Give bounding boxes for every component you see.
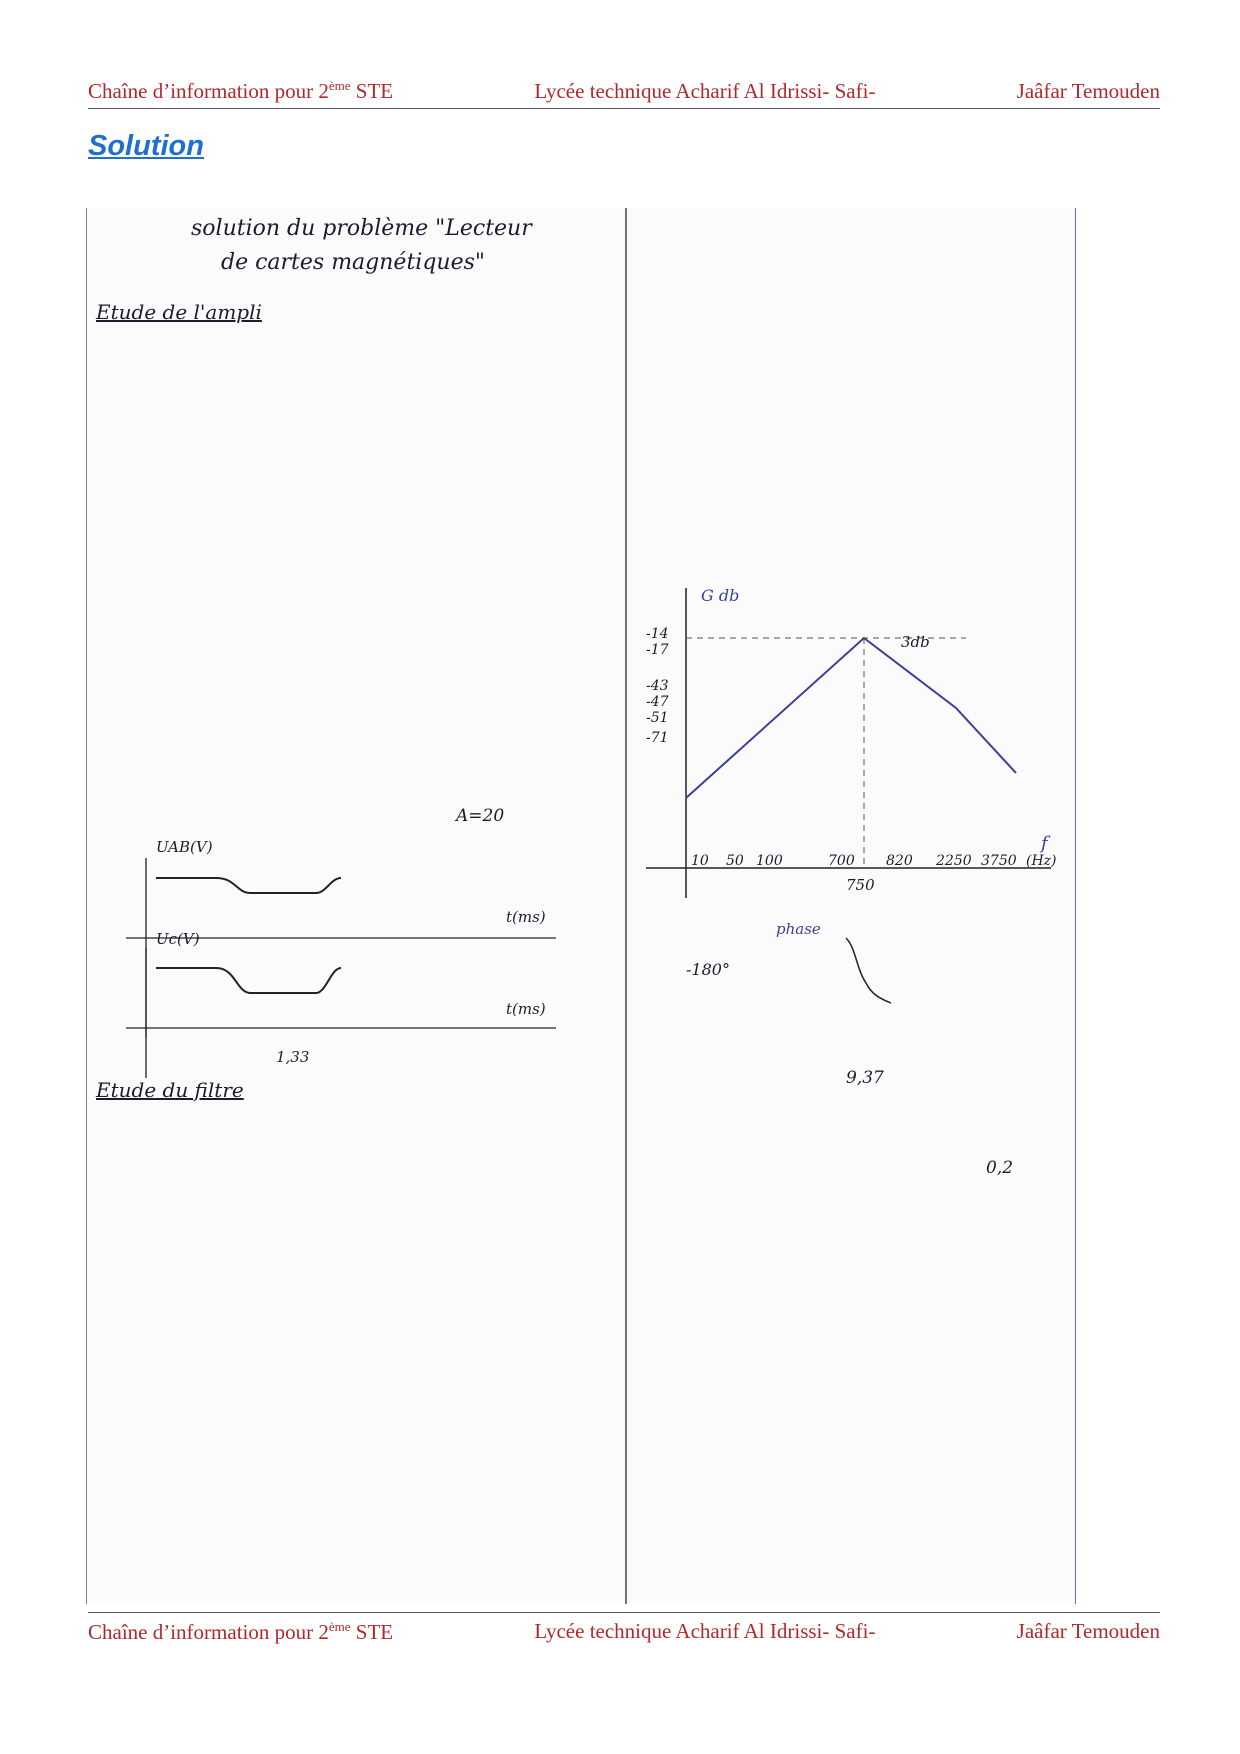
bode-x-tick: 2250	[936, 853, 972, 869]
section-ampli: Etude de l'ampli	[96, 300, 262, 324]
section-filtre: Etude du filtre	[96, 1078, 244, 1102]
header-school: Lycée technique Acharif Al Idrissi- Safi-	[534, 79, 876, 103]
bode-axis-x-label: f	[1041, 833, 1048, 854]
result-A0: 0,2	[986, 1158, 1014, 1178]
footer-course: Chaîne d’information pour 2ème STE	[88, 1619, 394, 1644]
bode-curve	[686, 638, 1016, 798]
footer-author: Jaâfar Temouden	[1016, 1619, 1160, 1643]
plot-time-mark: 1,33	[276, 1048, 310, 1066]
bode-3db-note: 3db	[901, 633, 930, 651]
result-quality-Q: 9,37	[846, 1068, 884, 1088]
handwritten-solution-sheet	[86, 208, 1076, 1604]
bode-x-tick: 10	[691, 853, 709, 869]
bode-y-tick: -17	[646, 642, 669, 658]
sheet-heading-line1: solution du problème "Lecteur	[191, 216, 532, 241]
plot1-curve	[156, 878, 341, 893]
bode-center-frequency: 750	[846, 876, 875, 894]
plot2-curve	[156, 968, 341, 993]
page-footer	[88, 1612, 1160, 1653]
bode-x-tick: (Hz)	[1026, 853, 1057, 869]
bode-x-tick: 50	[726, 853, 744, 869]
bode-y-tick: -14	[646, 626, 669, 642]
bode-x-tick: 100	[756, 853, 783, 869]
page-title: Solution	[88, 130, 204, 162]
bode-x-tick: 3750	[981, 853, 1017, 869]
plot2-x-label: t(ms)	[506, 1000, 546, 1018]
result-gain-A: A=20	[456, 806, 505, 826]
bode-y-tick: -43	[646, 678, 669, 694]
footer-school: Lycée technique Acharif Al Idrissi- Safi-	[534, 1619, 876, 1643]
plot1-x-label: t(ms)	[506, 908, 546, 926]
bode-y-tick: -47	[646, 694, 669, 710]
header-author: Jaâfar Temouden	[1016, 79, 1160, 103]
sheet-drawing	[86, 208, 1076, 1604]
bode-y-tick: -51	[646, 710, 669, 726]
phase-curve	[846, 938, 891, 1003]
sheet-heading-line2: de cartes magnétiques"	[221, 250, 485, 275]
plot1-y-label: UAB(V)	[156, 838, 213, 856]
bode-axis-y-label: G db	[701, 586, 740, 605]
phase-value: -180°	[686, 960, 730, 979]
phase-label: phase	[776, 920, 821, 938]
bode-x-tick: 820	[886, 853, 913, 869]
bode-y-tick: -71	[646, 730, 669, 746]
plot2-y-label: Uc(V)	[156, 930, 200, 948]
bode-x-tick: 700	[828, 853, 855, 869]
header-course: Chaîne d’information pour 2ème STE	[88, 78, 394, 103]
page-header	[88, 74, 1160, 109]
